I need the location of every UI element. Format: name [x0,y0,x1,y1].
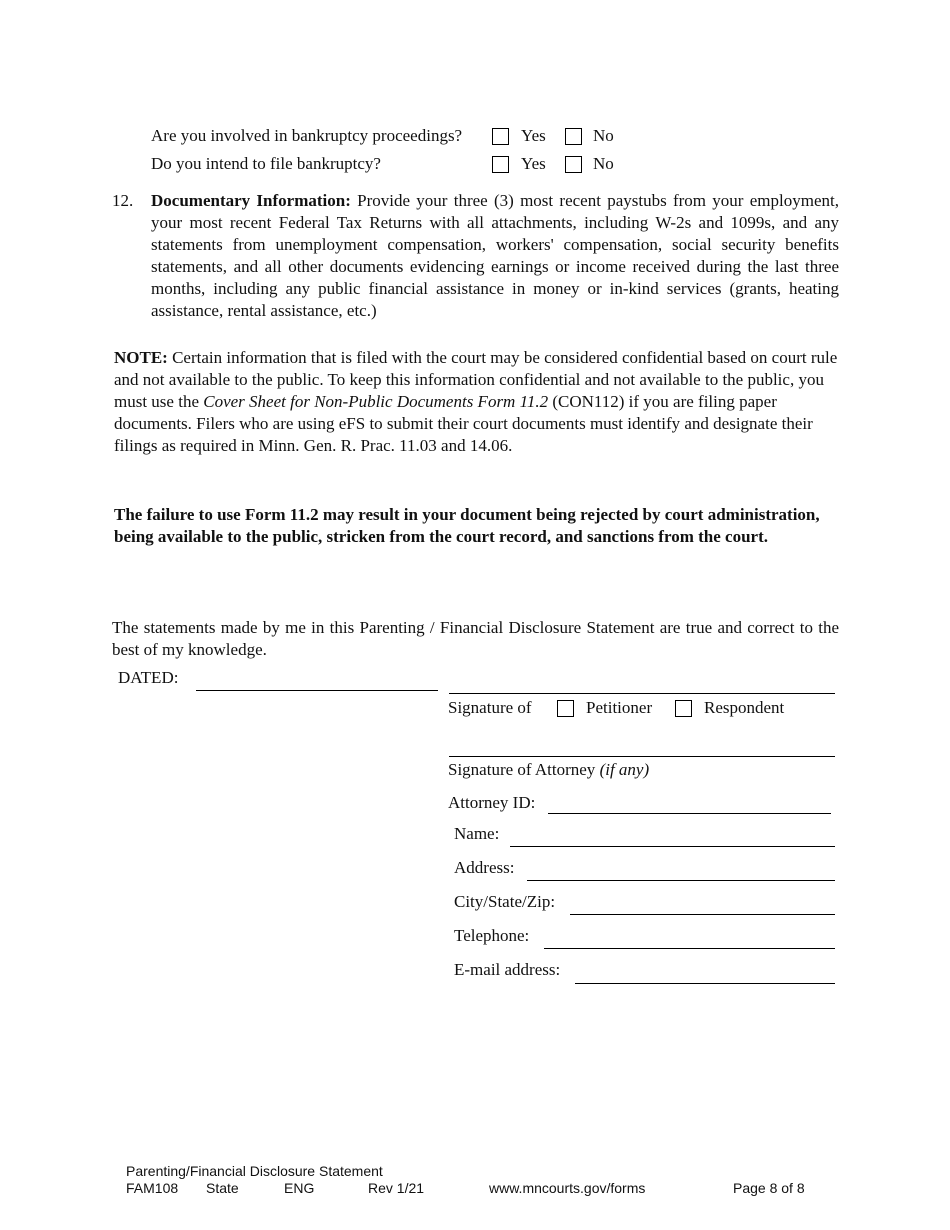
attorney-id-label: Attorney ID: [448,793,536,812]
warning-paragraph: The failure to use Form 11.2 may result in your document being rejected by court administration, being available to the public, stricken from the court record, and sanctions from the court. [114,505,820,546]
note-text-2: (CON112) if you are filing paper documents. Filers who are using eFS to submit their court documents must identify and designate their filings as required in Minn. Gen. R. Prac. 11.03 and 14.06. [114,392,813,455]
bankruptcy-question-2: Do you intend to file bankruptcy? [151,154,381,173]
name-label: Name: [454,824,500,843]
footer-title: Parenting/Financial Disclosure Statement [126,1163,383,1179]
cover-sheet-form-title: Cover Sheet for Non-Public Documents Form 11.2 [203,392,549,411]
note-paragraph [114,347,838,457]
petitioner-checkbox[interactable] [557,700,574,717]
footer-revision: Rev 1/21 [368,1180,425,1196]
signature-of-label: Signature of [448,698,532,717]
footer-website[interactable]: www.mncourts.gov/forms [489,1180,646,1196]
address-line[interactable] [527,880,835,881]
bankruptcy-question-1: Are you involved in bankruptcy proceedings? [151,126,463,145]
documentary-information-heading: Documentary Information: [151,191,351,210]
yes-label: Yes [521,154,546,173]
attorney-signature-text: Signature of Attorney [448,760,600,779]
dated-line[interactable] [196,690,438,691]
attorney-id-line[interactable] [548,813,831,814]
note-text-1: Certain information that is filed with the court may be considered confidential based on court rule and not available to the public. To keep this information confidential and not available to the public, you must use the [114,348,838,411]
signature-line[interactable] [449,693,835,694]
documentary-information-paragraph [151,190,839,322]
no-label: No [593,154,614,173]
no-label: No [593,126,614,145]
bankruptcy-proceedings-no-checkbox[interactable] [565,128,582,145]
attorney-signature-note: (if any) [599,760,650,779]
intend-bankruptcy-yes-checkbox[interactable] [492,156,509,173]
footer-language: ENG [284,1180,315,1196]
dated-label: DATED: [118,668,179,687]
footer-page-number: Page 8 of 8 [733,1180,805,1196]
telephone-line[interactable] [544,948,835,949]
telephone-label: Telephone: [454,926,530,945]
yes-label: Yes [521,126,546,145]
petitioner-label: Petitioner [586,698,653,717]
city-state-zip-label: City/State/Zip: [454,892,556,911]
documentary-information-text: Provide your three (3) most recent paystubs from your employment, your most recent Federal Tax Returns with all attachments, including W-2s and 1099s, and any statements from unemployment compensation, workers' compensation, social security benefits statements, and all other documents evidencing earnings or income received during the last three months, including any public financial assistance in money or in-kind services (grants, heating assistance, rental assistance, etc.) [151,191,839,320]
address-label: Address: [454,858,515,877]
bankruptcy-proceedings-yes-checkbox[interactable] [492,128,509,145]
email-line[interactable] [575,983,835,984]
attorney-signature-line[interactable] [449,756,835,757]
footer-jurisdiction: State [206,1180,239,1196]
note-label: NOTE: [114,348,168,367]
footer-form-code: FAM108 [126,1180,179,1196]
attorney-signature-label [448,759,649,781]
respondent-label: Respondent [704,698,785,717]
item-number: 12. [112,191,134,210]
email-label: E-mail address: [454,960,561,979]
attestation-statement: The statements made by me in this Parenting / Financial Disclosure Statement are true and correct to the best of my knowledge. [112,618,839,659]
name-line[interactable] [510,846,835,847]
respondent-checkbox[interactable] [675,700,692,717]
city-state-zip-line[interactable] [570,914,835,915]
intend-bankruptcy-no-checkbox[interactable] [565,156,582,173]
